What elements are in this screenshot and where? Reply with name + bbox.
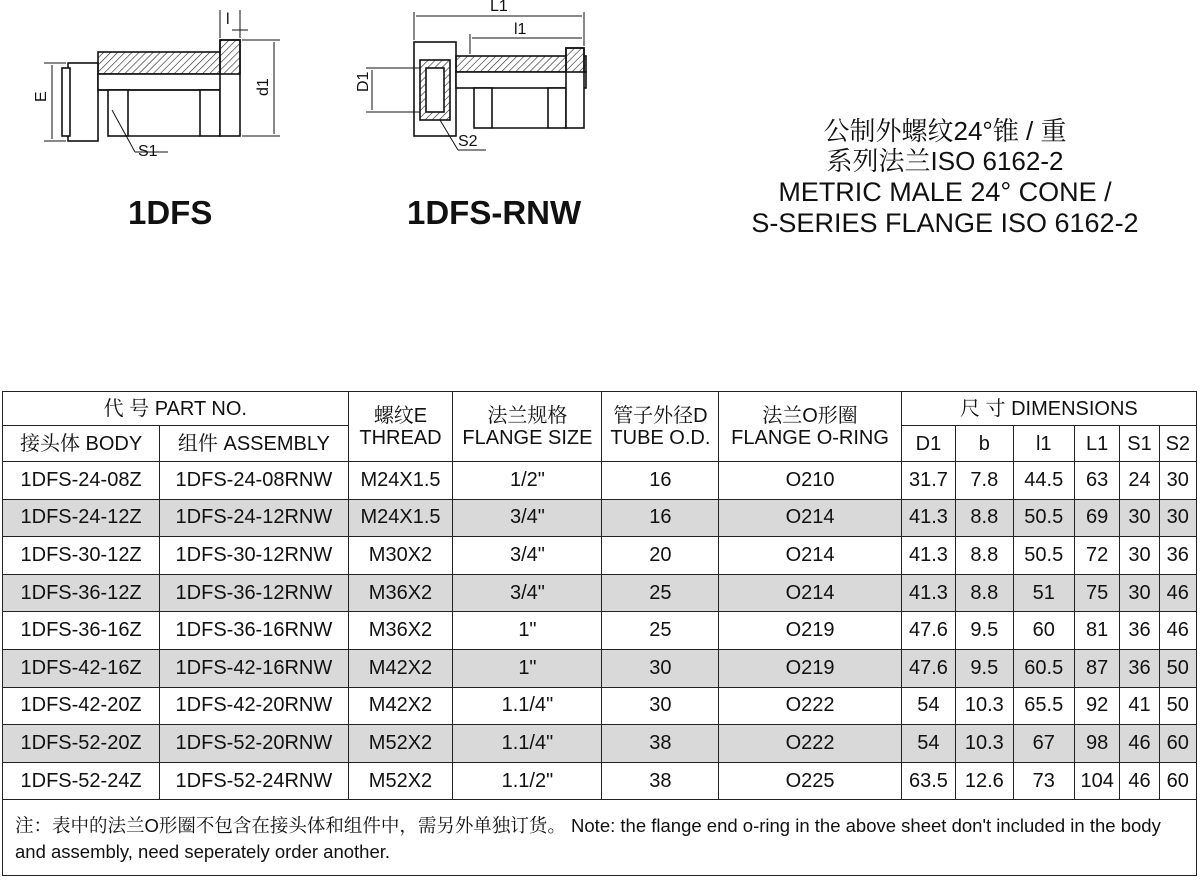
cell-dim-L1: 98 bbox=[1075, 725, 1120, 763]
header-body: 接头体 BODY bbox=[3, 426, 160, 462]
cell-dim-b: 12.6 bbox=[956, 762, 1013, 800]
table-row bbox=[3, 612, 1197, 650]
cell-dim-b: 8.8 bbox=[956, 537, 1013, 575]
cell-thread: M42X2 bbox=[348, 649, 453, 687]
model-label-1dfs: 1DFS bbox=[128, 194, 213, 231]
dim-label-l: l bbox=[226, 11, 230, 28]
cell-dim-S1: 41 bbox=[1120, 687, 1159, 725]
cell-dim-D1: 47.6 bbox=[901, 612, 955, 650]
table-row bbox=[3, 725, 1197, 763]
cell-assembly-code: 1DFS-52-24RNW bbox=[160, 762, 348, 800]
dim-label-e: E bbox=[33, 91, 50, 102]
cell-thread: M52X2 bbox=[348, 725, 453, 763]
table-row bbox=[3, 537, 1197, 575]
cell-flange-oring: O214 bbox=[719, 537, 901, 575]
cell-flange-oring: O210 bbox=[719, 462, 901, 500]
cell-dim-D1: 54 bbox=[901, 725, 955, 763]
cell-dim-b: 10.3 bbox=[956, 725, 1013, 763]
header-dimensions: 尺 寸 DIMENSIONS bbox=[901, 392, 1196, 426]
cell-assembly-code: 1DFS-30-12RNW bbox=[160, 537, 348, 575]
cell-dim-b: 9.5 bbox=[956, 612, 1013, 650]
cell-dim-L1: 63 bbox=[1075, 462, 1120, 500]
table-row bbox=[3, 462, 1197, 500]
cell-dim-D1: 31.7 bbox=[901, 462, 955, 500]
cell-dim-S1: 46 bbox=[1120, 762, 1159, 800]
cell-flange-oring: O219 bbox=[719, 649, 901, 687]
title-en-line1: METRIC MALE 24° CONE / bbox=[778, 176, 1112, 207]
cell-dim-D1: 41.3 bbox=[901, 574, 955, 612]
header-flange-size: 法兰规格 FLANGE SIZE bbox=[453, 392, 602, 462]
cell-dim-D1: 47.6 bbox=[901, 649, 955, 687]
cell-dim-S2: 30 bbox=[1159, 499, 1196, 537]
table-row bbox=[3, 574, 1197, 612]
cell-dim-L1: 104 bbox=[1075, 762, 1120, 800]
cell-dim-S2: 36 bbox=[1159, 537, 1196, 575]
cell-dim-l1: 51 bbox=[1013, 574, 1074, 612]
header-flange-oring: 法兰O形圈 FLANGE O-RING bbox=[719, 392, 901, 462]
cell-dim-b: 7.8 bbox=[956, 462, 1013, 500]
cell-dim-S2: 60 bbox=[1159, 725, 1196, 763]
cell-dim-S1: 36 bbox=[1120, 649, 1159, 687]
cell-dim-l1: 60.5 bbox=[1013, 649, 1074, 687]
title-cn-line2: 系列法兰ISO 6162-2 bbox=[826, 146, 1064, 177]
cell-dim-l1: 44.5 bbox=[1013, 462, 1074, 500]
cell-tube-od: 30 bbox=[602, 649, 719, 687]
cell-assembly-code: 1DFS-24-12RNW bbox=[160, 499, 348, 537]
cell-assembly-code: 1DFS-42-16RNW bbox=[160, 649, 348, 687]
cell-flange-oring: O214 bbox=[719, 574, 901, 612]
header-thread: 螺纹E THREAD bbox=[348, 392, 453, 462]
table-row bbox=[3, 762, 1197, 800]
cell-dim-L1: 92 bbox=[1075, 687, 1120, 725]
table-row bbox=[3, 499, 1197, 537]
cell-dim-l1: 67 bbox=[1013, 725, 1074, 763]
cell-tube-od: 20 bbox=[602, 537, 719, 575]
cell-tube-od: 16 bbox=[602, 499, 719, 537]
cell-assembly-code: 1DFS-42-20RNW bbox=[160, 687, 348, 725]
header-S2: S2 bbox=[1159, 426, 1196, 462]
cell-flange-size: 1" bbox=[453, 649, 602, 687]
cell-thread: M24X1.5 bbox=[348, 499, 453, 537]
cell-flange-size: 3/4" bbox=[453, 574, 602, 612]
cell-flange-oring: O225 bbox=[719, 762, 901, 800]
cell-dim-b: 8.8 bbox=[956, 574, 1013, 612]
cell-dim-l1: 65.5 bbox=[1013, 687, 1074, 725]
fitting-drawings bbox=[0, 0, 700, 240]
cell-dim-D1: 41.3 bbox=[901, 499, 955, 537]
cell-dim-S1: 36 bbox=[1120, 612, 1159, 650]
cell-dim-l1: 50.5 bbox=[1013, 537, 1074, 575]
cell-assembly-code: 1DFS-52-20RNW bbox=[160, 725, 348, 763]
cell-flange-oring: O214 bbox=[719, 499, 901, 537]
cell-thread: M36X2 bbox=[348, 612, 453, 650]
dim-label-d1: d1 bbox=[255, 78, 272, 96]
cell-dim-l1: 60 bbox=[1013, 612, 1074, 650]
cell-dim-b: 10.3 bbox=[956, 687, 1013, 725]
cell-thread: M42X2 bbox=[348, 687, 453, 725]
cell-dim-S2: 46 bbox=[1159, 612, 1196, 650]
header-b: b bbox=[956, 426, 1013, 462]
product-title bbox=[700, 116, 1190, 240]
cell-flange-size: 1.1/4" bbox=[453, 725, 602, 763]
header-part-no: 代 号 PART NO. bbox=[3, 392, 349, 426]
cell-body-code: 1DFS-42-16Z bbox=[3, 649, 160, 687]
cell-dim-b: 9.5 bbox=[956, 649, 1013, 687]
cell-dim-S1: 46 bbox=[1120, 725, 1159, 763]
cell-dim-S1: 24 bbox=[1120, 462, 1159, 500]
cell-body-code: 1DFS-52-24Z bbox=[3, 762, 160, 800]
cell-thread: M36X2 bbox=[348, 574, 453, 612]
header-D1: D1 bbox=[901, 426, 955, 462]
cell-body-code: 1DFS-42-20Z bbox=[3, 687, 160, 725]
dim-label-l1: l1 bbox=[514, 21, 527, 38]
cell-dim-L1: 72 bbox=[1075, 537, 1120, 575]
cell-tube-od: 25 bbox=[602, 612, 719, 650]
table-row bbox=[3, 687, 1197, 725]
cell-tube-od: 38 bbox=[602, 762, 719, 800]
cell-dim-S1: 30 bbox=[1120, 537, 1159, 575]
header-S1: S1 bbox=[1120, 426, 1159, 462]
dim-label-D1: D1 bbox=[355, 71, 372, 92]
cell-flange-size: 3/4" bbox=[453, 499, 602, 537]
cell-dim-b: 8.8 bbox=[956, 499, 1013, 537]
header-tube-od: 管子外径D TUBE O.D. bbox=[602, 392, 719, 462]
cell-tube-od: 38 bbox=[602, 725, 719, 763]
cell-dim-S2: 46 bbox=[1159, 574, 1196, 612]
header-assembly: 组件 ASSEMBLY bbox=[160, 426, 348, 462]
cell-assembly-code: 1DFS-36-16RNW bbox=[160, 612, 348, 650]
spec-table bbox=[2, 391, 1197, 876]
cell-body-code: 1DFS-36-12Z bbox=[3, 574, 160, 612]
cell-dim-S2: 50 bbox=[1159, 649, 1196, 687]
cell-dim-S2: 50 bbox=[1159, 687, 1196, 725]
cell-flange-size: 3/4" bbox=[453, 537, 602, 575]
cell-thread: M52X2 bbox=[348, 762, 453, 800]
drawing-1dfs bbox=[44, 10, 280, 152]
spec-table-body bbox=[3, 462, 1197, 800]
dim-label-s1: S1 bbox=[138, 143, 158, 160]
cell-assembly-code: 1DFS-36-12RNW bbox=[160, 574, 348, 612]
cell-tube-od: 30 bbox=[602, 687, 719, 725]
cell-body-code: 1DFS-30-12Z bbox=[3, 537, 160, 575]
cell-thread: M30X2 bbox=[348, 537, 453, 575]
drawing-1dfs-rnw bbox=[366, 12, 586, 150]
cell-dim-S1: 30 bbox=[1120, 574, 1159, 612]
order-note: 注：表中的法兰O形圈不包含在接头体和组件中，需另外单独订货。 Note: the flange end o-ring in the above sheet don't included in the body and assembly, need seperately order another. bbox=[3, 800, 1197, 876]
dim-label-L1: L1 bbox=[490, 0, 508, 15]
cell-body-code: 1DFS-24-12Z bbox=[3, 499, 160, 537]
cell-flange-oring: O219 bbox=[719, 612, 901, 650]
cell-body-code: 1DFS-52-20Z bbox=[3, 725, 160, 763]
title-en-line2: S-SERIES FLANGE ISO 6162-2 bbox=[751, 208, 1139, 239]
cell-dim-L1: 75 bbox=[1075, 574, 1120, 612]
cell-assembly-code: 1DFS-24-08RNW bbox=[160, 462, 348, 500]
cell-flange-size: 1.1/4" bbox=[453, 687, 602, 725]
cell-dim-S2: 60 bbox=[1159, 762, 1196, 800]
cell-dim-D1: 41.3 bbox=[901, 537, 955, 575]
title-cn-line1: 公制外螺纹24°锥 / 重 bbox=[823, 116, 1067, 146]
cell-flange-size: 1/2" bbox=[453, 462, 602, 500]
cell-dim-L1: 87 bbox=[1075, 649, 1120, 687]
cell-dim-S1: 30 bbox=[1120, 499, 1159, 537]
cell-flange-size: 1" bbox=[453, 612, 602, 650]
cell-dim-l1: 73 bbox=[1013, 762, 1074, 800]
cell-dim-L1: 69 bbox=[1075, 499, 1120, 537]
cell-dim-S2: 30 bbox=[1159, 462, 1196, 500]
dim-label-S2: S2 bbox=[458, 133, 478, 150]
cell-dim-D1: 54 bbox=[901, 687, 955, 725]
header-L1: L1 bbox=[1075, 426, 1120, 462]
model-label-1dfs-rnw: 1DFS-RNW bbox=[407, 194, 582, 231]
cell-body-code: 1DFS-24-08Z bbox=[3, 462, 160, 500]
cell-flange-size: 1.1/2" bbox=[453, 762, 602, 800]
cell-flange-oring: O222 bbox=[719, 725, 901, 763]
table-row bbox=[3, 649, 1197, 687]
cell-tube-od: 16 bbox=[602, 462, 719, 500]
cell-body-code: 1DFS-36-16Z bbox=[3, 612, 160, 650]
cell-thread: M24X1.5 bbox=[348, 462, 453, 500]
cell-dim-D1: 63.5 bbox=[901, 762, 955, 800]
header-l1: l1 bbox=[1013, 426, 1074, 462]
cell-tube-od: 25 bbox=[602, 574, 719, 612]
cell-dim-l1: 50.5 bbox=[1013, 499, 1074, 537]
cell-dim-L1: 81 bbox=[1075, 612, 1120, 650]
cell-flange-oring: O222 bbox=[719, 687, 901, 725]
